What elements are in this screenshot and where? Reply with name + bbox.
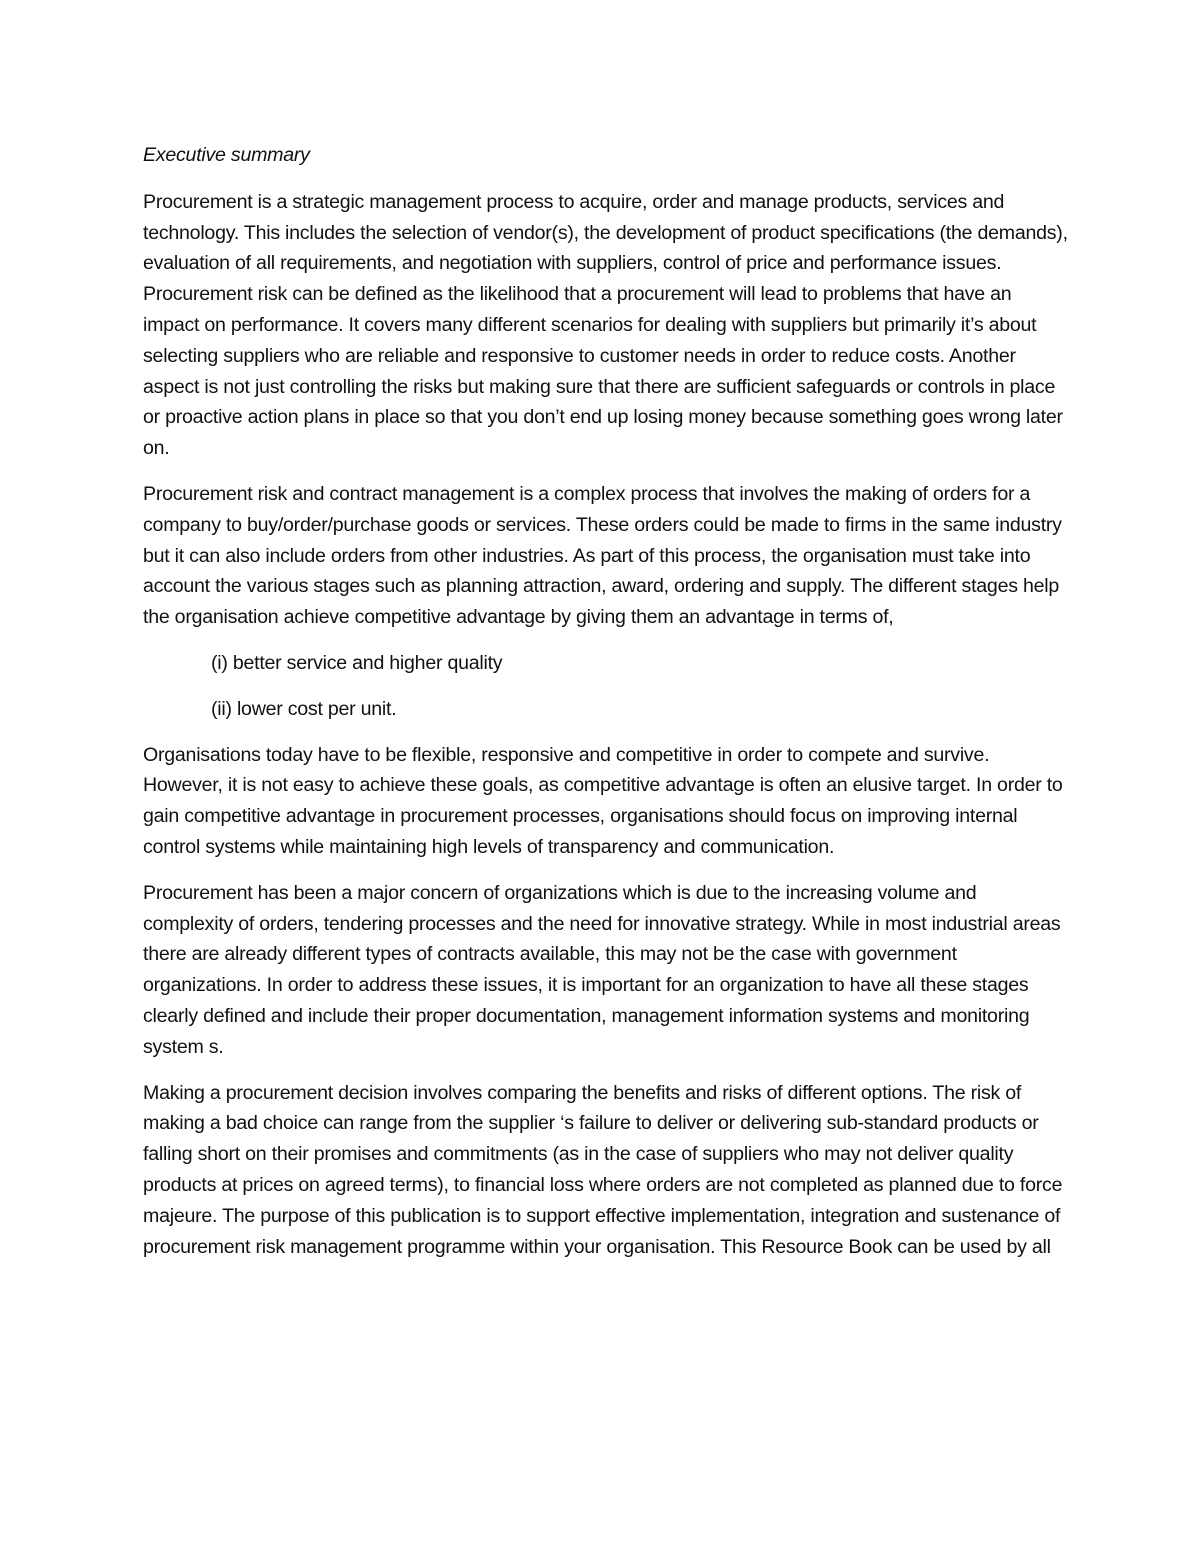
list-item: (i) better service and higher quality bbox=[211, 651, 503, 674]
paragraph: Procurement risk and contract management is a complex process that involves the making of orders for a company to buy/order/purchase goods or services. These orders could be made to firms in the same industry but it can also include orders from other industries. As part of this process, the organisation must take into account the various stages such as planning attraction, award, ordering and supply. The different stages help the organisation achieve competitive advantage by giving them an advantage in terms of, bbox=[143, 482, 1062, 629]
paragraph: Making a procurement decision involves comparing the benefits and risks of different options. The risk of making a bad choice can range from the supplier ‘s failure to deliver or delivering sub-standard products or falling short on their promises and commitments (as in the case of suppliers who may not deliver quality products at prices on agreed terms), to financial loss where orders are not completed as planned due to force majeure. The purpose of this publication is to support effective implementation, integration and sustenance of procurement risk management programme within your organisation. This Resource Book can be used by all bbox=[143, 1081, 1063, 1258]
section-heading: Executive summary bbox=[143, 144, 310, 166]
paragraph: Organisations today have to be flexible, responsive and competitive in order to compete and survive. However, it is not easy to achieve these goals, as competitive advantage is often an elusive target. In order to gain competitive advantage in procurement processes, organisations should focus on improving internal control systems while maintaining high levels of transparency and communication. bbox=[143, 743, 1063, 858]
list-item: (ii) lower cost per unit. bbox=[211, 697, 397, 720]
paragraph: Procurement has been a major concern of organizations which is due to the increasing volume and complexity of orders, tendering processes and the need for innovative strategy. While in most industrial areas there are already different types of contracts available, this may not be the case with government organizations. In order to address these issues, it is important for an organization to have all these stages clearly defined and include their proper documentation, management information systems and monitoring system s. bbox=[143, 881, 1061, 1058]
paragraph: Procurement is a strategic management process to acquire, order and manage products, services and technology. This includes the selection of vendor(s), the development of product specifications (the demands), evaluation of all requirements, and negotiation with suppliers, control of price and performance issues. Procurement risk can be defined as the likelihood that a procurement will lead to problems that have an impact on performance. It covers many different scenarios for dealing with suppliers but primarily it’s about selecting suppliers who are reliable and responsive to customer needs in order to reduce costs. Another aspect is not just controlling the risks but making sure that there are sufficient safeguards or controls in place or proactive action plans in place so that you don’t end up losing money because something goes wrong later on. bbox=[143, 190, 1068, 460]
document-body bbox=[143, 140, 1068, 1277]
